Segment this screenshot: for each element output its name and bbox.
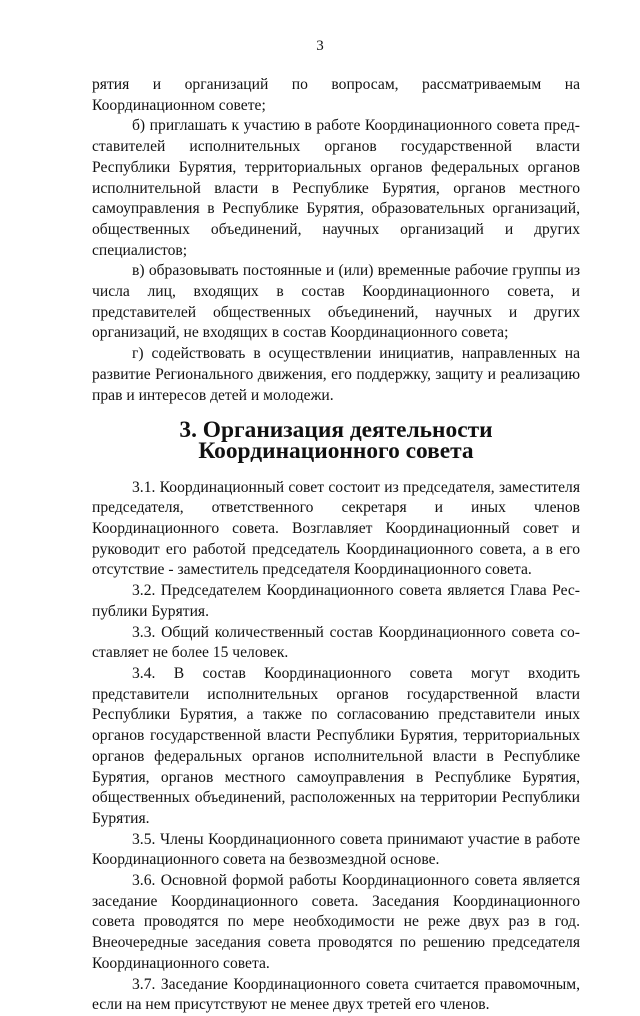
document-body — [92, 75, 580, 1016]
paragraph: б) приглашать к участию в работе Координационного совета представителей исполнительных органов государственной власти Республики Бурятия, территориальных органов федеральных органов исполнительной власти в Республике Бурятия, органов местного самоуправления в Республике Бурятия, образовательных организаций, общественных объединений, научных организаций и других специалистов; — [92, 117, 580, 259]
paragraph: 3.6. Основной формой работы Координационного совета является заседание Координационного совета. Заседания Координационного совета проводятся по мере необходимости не реже двух раз в год. Внеочередные заседания совета проводятся по решению председателя Координационного совета. — [92, 872, 580, 972]
paragraph: г) содействовать в осуществлении инициатив, направленных на развитие Регионального движения, его поддержку, защиту и реализацию прав и интересов детей и молодежи. — [92, 345, 580, 404]
paragraph: 3.1. Координационный совет состоит из председателя, заместителя председателя, ответственного секретаря и иных членов Координационного совета. Возглавляет Координационный совет и руководит его работой председатель Координационного совета, а в его отсутствие - заместитель председателя Координационного совета. — [92, 478, 580, 579]
paragraph: в) образовывать постоянные и (или) временные рабочие группы из числа лиц, входящих в состав Координационного совета, и представителей общественных объединений, научных и других организаций, не входящих в состав Координационного совета; — [92, 262, 580, 342]
paragraph: рятия и организаций по вопросам, рассматриваемым на Координационном совете; — [92, 76, 580, 114]
paragraph: 3.3. Общий количественный состав Координационного совета составляет не более 15 человек. — [92, 623, 580, 662]
paragraph: 3.2. Председателем Координационного совета является Глава Республики Бурятия. — [92, 582, 580, 620]
paragraph: 3.4. В состав Координационного совета могут входить представители исполнительных органов государственной власти Республики Бурятия, а также по согласованию представители иных органов государственной власти Республики Бурятия, территориальных органов федеральных органов исполнительной власти в Республике Бурятия, органов местного самоуправления в Республике Бурятия, общественных объединений, расположенных на территории Республики Бурятия. — [92, 664, 580, 827]
paragraph: 3.5. Члены Координационного совета принимают участие в работе Координационного совета на безвозмездной основе. — [92, 830, 580, 869]
section-heading: 3. Организация деятельности Координационного совета — [179, 417, 493, 464]
page-number: 3 — [316, 38, 324, 54]
paragraph: 3.7. Заседание Координационного совета считается правомочным, если на нем присутствуют не менее двух третей его членов. — [92, 975, 580, 1014]
